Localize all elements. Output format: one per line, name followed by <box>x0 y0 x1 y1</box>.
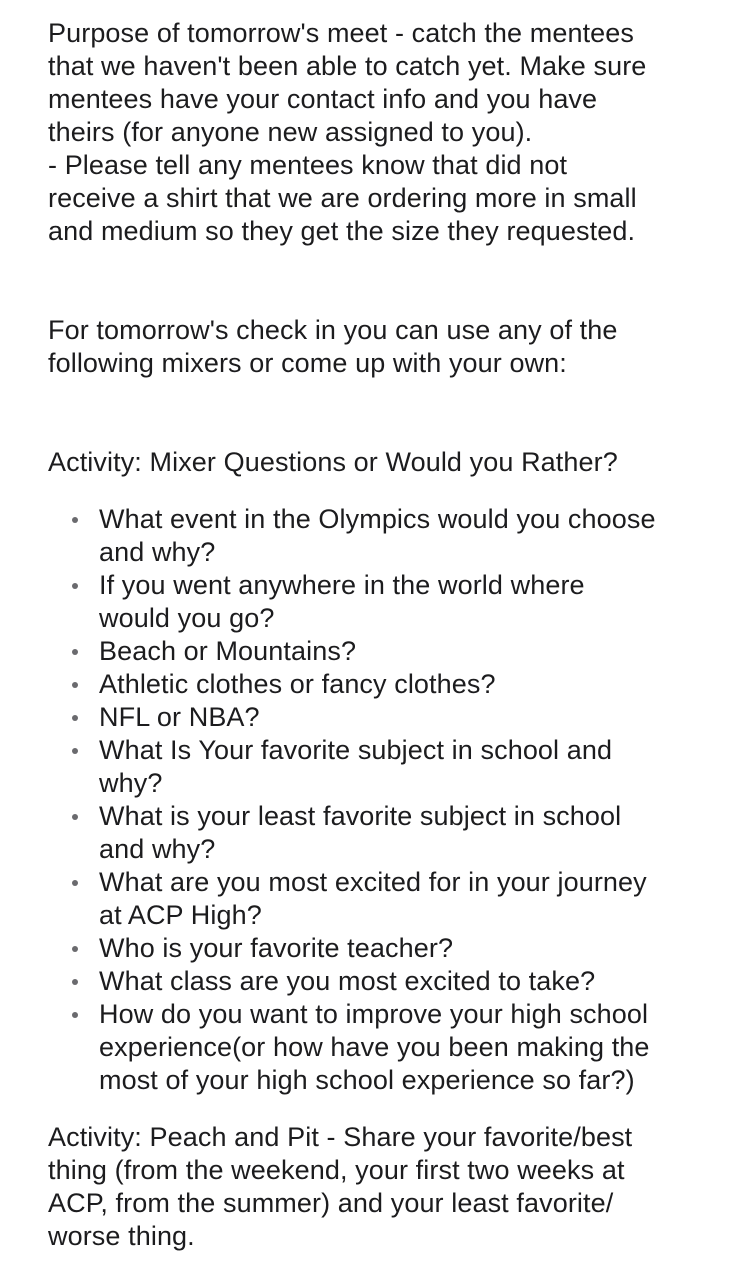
text-line: following mixers or come up with your own: <box>48 348 567 378</box>
spacer <box>48 248 720 314</box>
text-line: worse thing. <box>48 1221 195 1251</box>
list-item: Beach or Mountains? <box>48 635 720 668</box>
list-item: What class are you most excited to take? <box>48 965 720 998</box>
text-line: mentees have your contact info and you have <box>48 84 598 114</box>
list-item: Athletic clothes or fancy clothes? <box>48 668 720 701</box>
spacer <box>48 479 720 503</box>
activity-peach-pit-paragraph <box>48 1121 720 1253</box>
list-item: NFL or NBA? <box>48 701 720 734</box>
list-item: What are you most excited for in your journey at ACP High? <box>48 866 720 932</box>
bullet-icon <box>72 517 78 523</box>
mixer-questions-list <box>48 503 720 1097</box>
bullet-icon <box>72 583 78 589</box>
note-document <box>48 17 720 1253</box>
spacer <box>48 1097 720 1121</box>
bullet-icon <box>72 649 78 655</box>
bullet-icon <box>72 748 78 754</box>
bullet-icon <box>72 946 78 952</box>
text-line: receive a shirt that we are ordering more in small <box>48 183 637 213</box>
list-item: What is your least favorite subject in school and why? <box>48 800 720 866</box>
text-line: - Please tell any mentees know that did not <box>48 150 568 180</box>
list-item: If you went anywhere in the world where would you go? <box>48 569 720 635</box>
text-line: theirs (for anyone new assigned to you). <box>48 117 533 147</box>
text-line: that we haven't been able to catch yet. Make sure <box>48 51 647 81</box>
bullet-icon <box>72 814 78 820</box>
text-line: For tomorrow's check in you can use any of the <box>48 315 618 345</box>
bullet-icon <box>72 1012 78 1018</box>
text-line: ACP, from the summer) and your least favorite/ <box>48 1188 614 1218</box>
text-line: and medium so they get the size they requested. <box>48 216 636 246</box>
checkin-paragraph <box>48 314 720 380</box>
purpose-paragraph <box>48 17 720 248</box>
bullet-icon <box>72 880 78 886</box>
activity-mixer-heading: Activity: Mixer Questions or Would you Rather? <box>48 447 618 477</box>
list-item: What Is Your favorite subject in school and why? <box>48 734 720 800</box>
bullet-icon <box>72 979 78 985</box>
text-line: Purpose of tomorrow's meet - catch the mentees <box>48 18 635 48</box>
text-line: Activity: Peach and Pit - Share your favorite/best <box>48 1122 633 1152</box>
text-line: thing (from the weekend, your first two weeks at <box>48 1155 625 1185</box>
list-item: Who is your favorite teacher? <box>48 932 720 965</box>
spacer <box>48 380 720 446</box>
bullet-icon <box>72 715 78 721</box>
bullet-icon <box>72 682 78 688</box>
list-item: What event in the Olympics would you choose and why? <box>48 503 720 569</box>
list-item: How do you want to improve your high school experience(or how have you been making the most of your high school experience so far?) <box>48 998 720 1097</box>
